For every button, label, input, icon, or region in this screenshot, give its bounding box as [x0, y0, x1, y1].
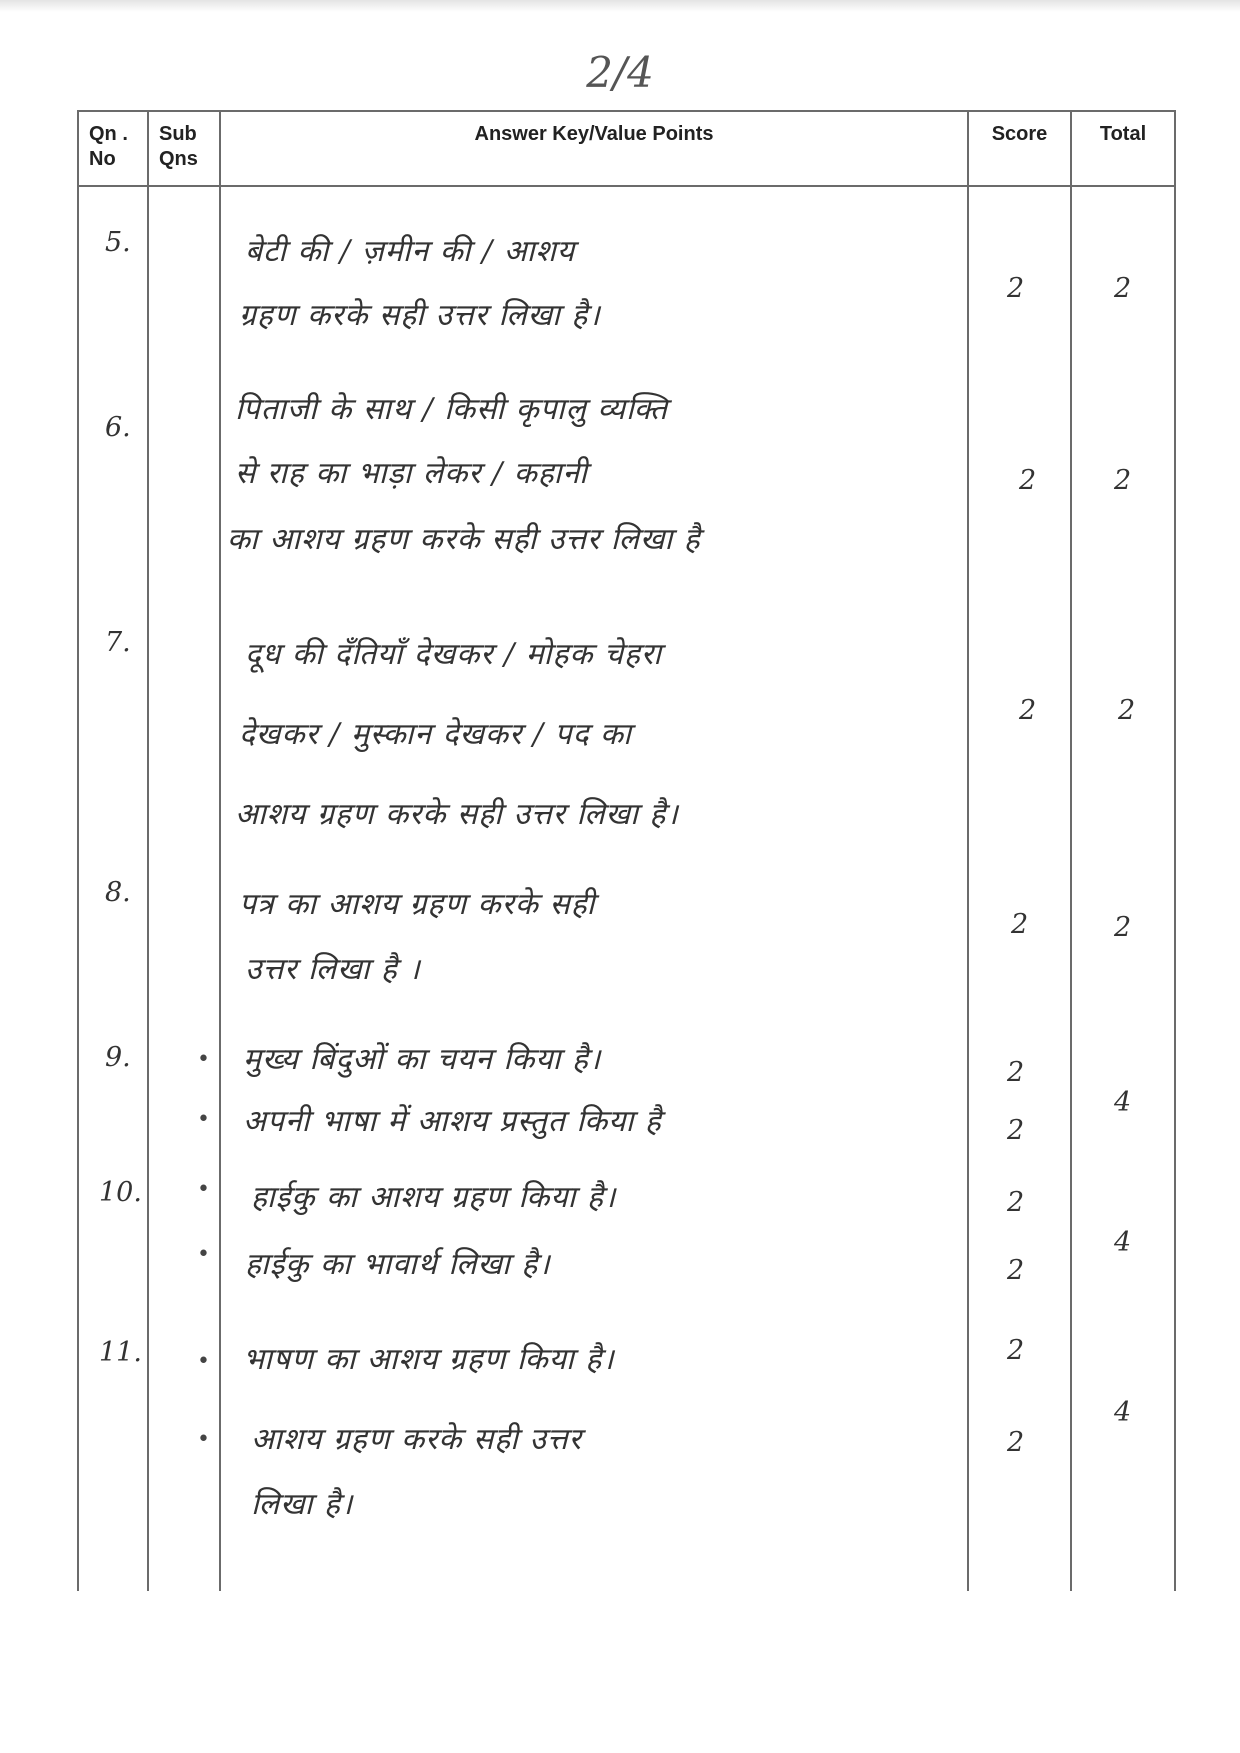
header-sub-qns: Sub Qns — [148, 111, 220, 186]
qn-number: 10. — [99, 1177, 142, 1208]
score-value: 2 — [1019, 465, 1037, 496]
total-value: 2 — [1114, 273, 1132, 304]
body-row — [78, 186, 1175, 1591]
score-value: 2 — [1007, 1187, 1025, 1218]
score-value: 2 — [1007, 273, 1025, 304]
answer-line: देखकर / मुस्कान देखकर / पद का — [239, 717, 632, 752]
scan-top-shadow — [0, 0, 1240, 12]
answer-column — [220, 186, 968, 1591]
answer-line: उत्तर लिखा है । — [245, 952, 421, 987]
qn-number: 5. — [105, 227, 131, 258]
header-row — [78, 111, 1175, 186]
answer-line: अपनी भाषा में आशय प्रस्तुत किया है — [243, 1104, 662, 1139]
answer-line: का आशय ग्रहण करके सही उत्तर लिखा है — [227, 522, 701, 557]
score-value: 2 — [1019, 695, 1037, 726]
answer-line: हाईकु का भावार्थ लिखा है। — [245, 1247, 551, 1282]
sub-qns-column — [148, 186, 220, 1591]
total-value: 2 — [1114, 465, 1132, 496]
header-score: Score — [968, 111, 1071, 186]
answer-line: आशय ग्रहण करके सही उत्तर लिखा है। — [235, 797, 679, 832]
answer-line: पत्र का आशय ग्रहण करके सही — [239, 887, 596, 922]
answer-line: बेटी की / ज़मीन की / आशय — [245, 234, 576, 269]
total-value: 4 — [1114, 1397, 1132, 1428]
score-value: 2 — [1007, 1255, 1025, 1286]
total-value: 4 — [1114, 1227, 1132, 1258]
qn-number: 11. — [99, 1337, 142, 1368]
answer-key-sheet — [77, 110, 1174, 1582]
sub-bullet: • — [197, 1177, 210, 1202]
score-column — [968, 186, 1071, 1591]
answer-line: ग्रहण करके सही उत्तर लिखा है। — [239, 298, 601, 333]
answer-line: आशय ग्रहण करके सही उत्तर — [251, 1422, 582, 1457]
sub-bullet: • — [197, 1047, 210, 1072]
total-value: 2 — [1118, 695, 1136, 726]
header-answer-key: Answer Key/Value Points — [220, 111, 968, 186]
sub-bullet: • — [197, 1107, 210, 1132]
score-value: 2 — [1007, 1057, 1025, 1088]
answer-line: मुख्य बिंदुओं का चयन किया है। — [243, 1042, 602, 1077]
answer-line: दूध की दँतियाँ देखकर / मोहक चेहरा — [245, 637, 662, 672]
answer-key-table — [77, 110, 1176, 1591]
qn-number: 9. — [105, 1042, 131, 1073]
sub-bullet: • — [197, 1427, 210, 1452]
page-number: 2/4 — [586, 48, 654, 97]
score-value: 2 — [1011, 909, 1029, 940]
answer-line: हाईकु का आशय ग्रहण किया है। — [251, 1180, 617, 1215]
answer-line: लिखा है। — [251, 1487, 354, 1522]
answer-line: पिताजी के साथ / किसी कृपालु व्यक्ति — [235, 392, 668, 427]
sub-bullet: • — [197, 1349, 210, 1374]
qn-number: 7. — [105, 627, 131, 658]
total-column — [1071, 186, 1175, 1591]
total-value: 2 — [1114, 912, 1132, 943]
sub-bullet: • — [197, 1242, 210, 1267]
total-value: 4 — [1114, 1087, 1132, 1118]
header-total: Total — [1071, 111, 1175, 186]
qn-column — [78, 186, 148, 1591]
answer-line: भाषण का आशय ग्रहण किया है। — [243, 1342, 615, 1377]
qn-number: 6. — [105, 412, 131, 443]
score-value: 2 — [1007, 1115, 1025, 1146]
answer-line: से राह का भाड़ा लेकर / कहानी — [235, 456, 588, 491]
header-qn-no: Qn . No — [78, 111, 148, 186]
score-value: 2 — [1007, 1335, 1025, 1366]
score-value: 2 — [1007, 1427, 1025, 1458]
qn-number: 8. — [105, 877, 131, 908]
